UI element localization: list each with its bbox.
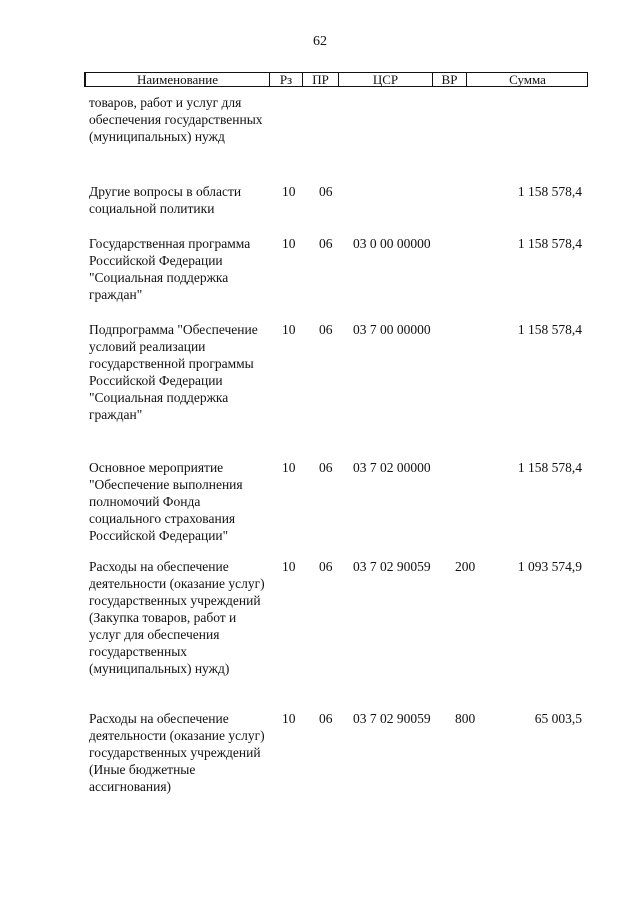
row-pr: 06 — [319, 322, 333, 337]
row-sum: 1 158 578,4 — [517, 184, 582, 199]
row-rz: 10 — [282, 460, 296, 475]
row-sum: 65 003,5 — [534, 711, 582, 726]
row-csr: 03 7 02 00000 — [353, 460, 431, 475]
row-pr: 06 — [319, 559, 333, 574]
row-name: товаров, работ и услуг для обеспечения государственных (муниципальных) нужд — [89, 95, 263, 144]
row-vr: 800 — [455, 711, 476, 726]
row-vr: 200 — [455, 559, 476, 574]
row-pr: 06 — [319, 711, 333, 726]
header-sum: Сумма — [509, 72, 546, 87]
row-sum: 1 093 574,9 — [517, 559, 582, 574]
header-rz: Рз — [270, 73, 303, 86]
row-name: Расходы на обеспечение деятельности (оказание услуг) государственных учреждений (Закупка товаров, работ и услуг для обеспечения государственных (муниципальных) нужд) — [89, 559, 265, 676]
page-number: 62 — [313, 34, 327, 49]
row-csr: 03 0 00 00000 — [353, 236, 431, 251]
row-name: Другие вопросы в области социальной политики — [89, 184, 242, 216]
header-pr: ПР — [303, 73, 339, 86]
row-pr: 06 — [319, 184, 333, 199]
row-sum: 1 158 578,4 — [517, 236, 582, 251]
row-rz: 10 — [282, 184, 296, 199]
row-csr: 03 7 02 90059 — [353, 559, 431, 574]
row-csr: 03 7 02 90059 — [353, 711, 431, 726]
row-sum: 1 158 578,4 — [517, 322, 582, 337]
row-rz: 10 — [282, 236, 296, 251]
table-header — [84, 72, 588, 87]
header-name: Наименование — [86, 73, 270, 86]
row-pr: 06 — [319, 236, 333, 251]
row-name: Основное мероприятие "Обеспечение выполнения полномочий Фонда социального страхования Российской Федерации" — [89, 460, 243, 543]
header-vr: ВР — [433, 73, 467, 86]
row-pr: 06 — [319, 460, 333, 475]
row-rz: 10 — [282, 559, 296, 574]
header-csr: ЦСР — [339, 73, 433, 86]
row-name: Расходы на обеспечение деятельности (оказание услуг) государственных учреждений (Иные бюджетные ассигнования) — [89, 711, 265, 794]
row-name: Подпрограмма "Обеспечение условий реализации государственной программы Российской Федерации "Социальная поддержка граждан" — [89, 322, 258, 422]
row-csr: 03 7 00 00000 — [353, 322, 431, 337]
row-name: Государственная программа Российской Федерации "Социальная поддержка граждан" — [89, 236, 251, 302]
row-rz: 10 — [282, 322, 296, 337]
row-rz: 10 — [282, 711, 296, 726]
row-sum: 1 158 578,4 — [517, 460, 582, 475]
